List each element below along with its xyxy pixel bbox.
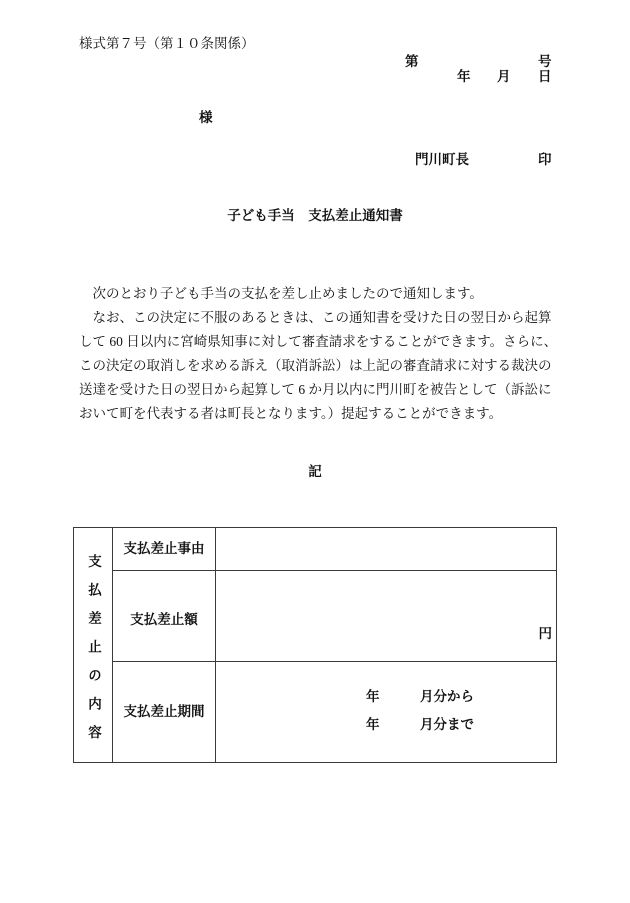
date-month-label: 月 bbox=[497, 69, 511, 84]
details-side-header: 支払差止の内容 bbox=[86, 554, 101, 754]
body-line: この決定の取消しを求める訴え（取消訴訟）は上記の審査請求に対する裁決の bbox=[79, 358, 552, 373]
period-label: 支払差止期間 bbox=[113, 662, 216, 762]
document-number-prefix: 第 bbox=[405, 54, 419, 69]
document-title: 子ども手当 支払差止通知書 bbox=[227, 208, 403, 223]
document-number-suffix: 号 bbox=[538, 54, 552, 69]
amount-unit: 円 bbox=[538, 626, 552, 641]
body-line: して 60 日以内に宮崎県知事に対して審査請求をすることができます。さらに、 bbox=[79, 334, 558, 349]
form-number: 様式第７号（第１０条関係） bbox=[79, 36, 255, 51]
period-from-month-label: 月分から bbox=[420, 689, 474, 704]
note-heading: 記 bbox=[308, 464, 322, 479]
details-side-header-cell bbox=[74, 528, 113, 762]
body-line: なお、この決定に不服のあるときは、この通知書を受けた日の翌日から起算 bbox=[92, 310, 552, 325]
amount-value-cell bbox=[216, 571, 556, 662]
period-to-year-label: 年 bbox=[366, 717, 380, 732]
period-value-cell bbox=[216, 662, 556, 762]
details-table bbox=[73, 527, 557, 763]
amount-label: 支払差止額 bbox=[113, 571, 216, 662]
recipient-honorific: 様 bbox=[199, 110, 213, 125]
date-year-label: 年 bbox=[457, 69, 471, 84]
date-day-label: 日 bbox=[538, 69, 552, 84]
issuer-title: 門川町長 bbox=[415, 152, 469, 167]
reason-label: 支払差止事由 bbox=[113, 528, 216, 571]
body-line: おいて町を代表する者は町長となります。）提起することができます。 bbox=[79, 406, 503, 421]
body-line: 次のとおり子ども手当の支払を差し止めましたので通知します。 bbox=[92, 286, 483, 301]
period-from-year-label: 年 bbox=[366, 689, 380, 704]
period-to-month-label: 月分まで bbox=[420, 717, 474, 732]
seal-mark: 印 bbox=[538, 152, 552, 167]
reason-value-cell bbox=[216, 528, 556, 571]
body-line: 送達を受けた日の翌日から起算して 6 か月以内に門川町を被告として（訴訟に bbox=[79, 382, 552, 397]
